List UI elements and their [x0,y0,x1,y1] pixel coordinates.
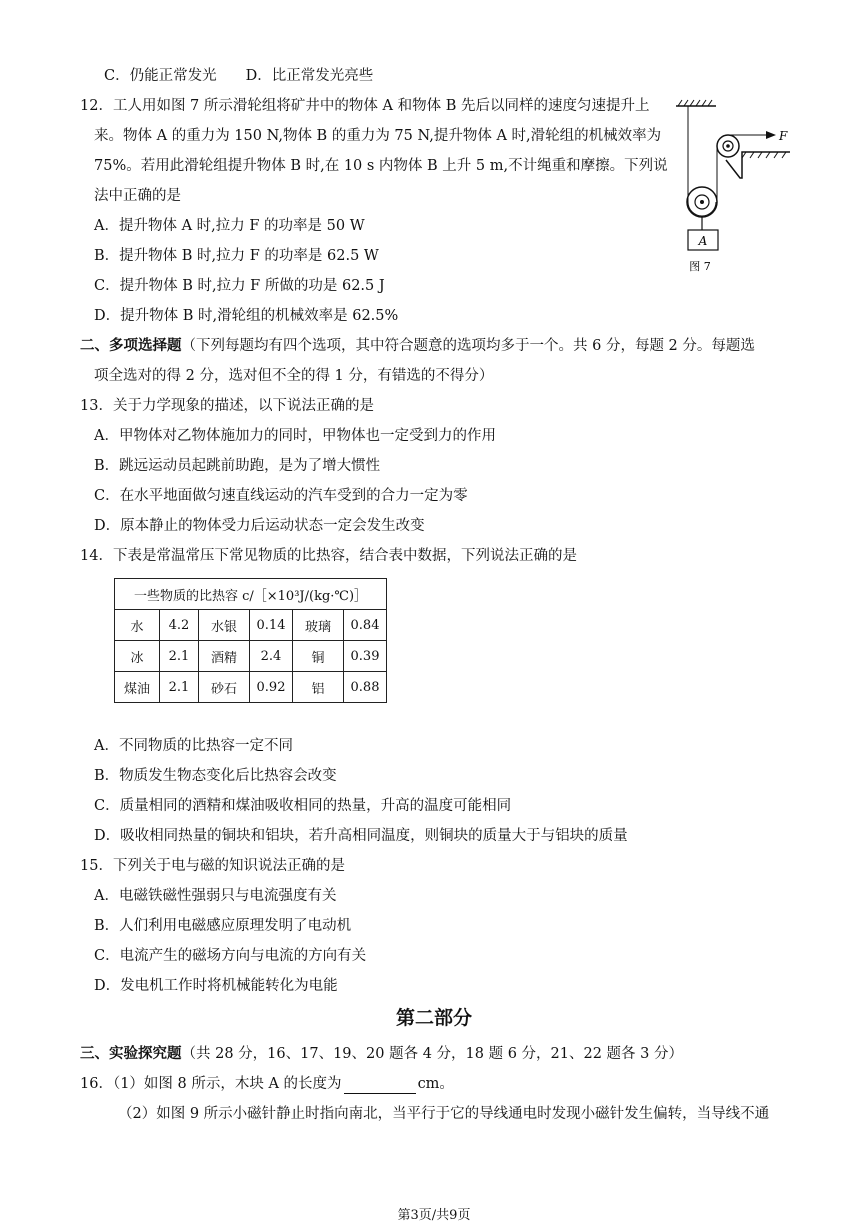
table-cell: 0.88 [344,672,387,703]
q12-stem-line3: 75%。若用此滑轮组提升物体 B 时,在 10 s 内物体 B 上升 5 m,不计绳重和摩擦。下列说 [94,158,668,174]
page-footer: 第3页/共9页 [397,1208,471,1223]
section-3-heading [80,1044,683,1064]
figure-7-block-label: A [698,234,708,248]
section-2-instructions-line2: 项全选对的得 2 分，选对但不全的得 1 分，有错选的不得分） [94,368,494,384]
table-cell: 2.1 [160,672,199,703]
figure-7-caption: 图 7 [689,260,711,273]
figure-7-force-label: F [779,129,788,143]
section-2-heading [80,336,755,356]
figure-7-pulley-diagram [668,94,798,280]
table-cell: 水银 [199,610,250,641]
table-row [115,610,387,641]
q16-part1 [80,1074,454,1094]
q15-option-a: A．电磁铁磁性强弱只与电流强度有关 [94,888,337,904]
q12-stem-line2: 来。物体 A 的重力为 150 N,物体 B 的重力为 75 N,提升物体 A 时,滑轮组的机械效率为 [94,128,662,144]
q13-option-c: C．在水平地面做匀速直线运动的汽车受到的合力一定为零 [94,488,468,504]
q16-part1-text: 16．（1）如图 8 所示，木块 A 的长度为 [80,1076,342,1092]
table-cell: 2.1 [160,641,199,672]
q14-stem: 14．下表是常温常压下常见物质的比热容，结合表中数据，下列说法正确的是 [80,548,577,564]
table-cell: 铜 [293,641,344,672]
q14-option-d: D．吸收相同热量的铜块和铝块，若升高相同温度，则铜块的质量大于与铝块的质量 [94,828,628,844]
specific-heat-table [114,578,387,703]
section-2-instructions-line1: （下列每题均有四个选项，其中符合题意的选项均多于一个。共 6 分，每题 2 分。每题选 [181,338,755,354]
table-header-row [115,579,387,610]
table-cell: 0.14 [250,610,293,641]
q15-option-c: C．电流产生的磁场方向与电流的方向有关 [94,948,367,964]
q12-stem-line1: 12．工人用如图 7 所示滑轮组将矿井中的物体 A 和物体 B 先后以同样的速度匀速提升上 [80,98,650,114]
q12-option-c: C．提升物体 B 时,拉力 F 所做的功是 62.5 J [94,278,385,294]
q11-options-cd: C．仍能正常发光 D．比正常发光亮些 [104,68,374,84]
q12-option-a: A．提升物体 A 时,拉力 F 的功率是 50 W [94,218,365,234]
table-cell: 0.92 [250,672,293,703]
q14-option-a: A．不同物质的比热容一定不同 [94,738,293,754]
part-2-title: 第二部分 [395,1007,472,1029]
answer-blank[interactable] [344,1078,416,1094]
section-3-title: 三、实验探究题 [80,1045,182,1062]
q13-option-b: B．跳远运动员起跳前助跑，是为了增大惯性 [94,458,381,474]
q16-part2: （2）如图 9 所示小磁针静止时指向南北，当平行于它的导线通电时发现小磁针发生偏转，当导线不通 [118,1106,770,1122]
q13-stem: 13．关于力学现象的描述，以下说法正确的是 [80,398,374,414]
table-cell: 铝 [293,672,344,703]
table-cell: 冰 [115,641,160,672]
table-row [115,641,387,672]
table-cell: 水 [115,610,160,641]
table-cell: 4.2 [160,610,199,641]
table-cell: 2.4 [250,641,293,672]
table-cell: 酒精 [199,641,250,672]
section-2-title: 二、多项选择题 [80,337,182,354]
q12-stem-line4: 法中正确的是 [94,188,181,204]
table-cell: 砂石 [199,672,250,703]
q12-option-b: B．提升物体 B 时,拉力 F 的功率是 62.5 W [94,248,379,264]
table-cell: 玻璃 [293,610,344,641]
q15-option-d: D．发电机工作时将机械能转化为电能 [94,978,338,994]
table-header: 一些物质的比热容 c/［×10³J/(kg·℃)］ [115,579,387,610]
q15-stem: 15．下列关于电与磁的知识说法正确的是 [80,858,345,874]
q13-option-d: D．原本静止的物体受力后运动状态一定会发生改变 [94,518,425,534]
table-cell: 煤油 [115,672,160,703]
q14-option-b: B．物质发生物态变化后比热容会改变 [94,768,337,784]
q14-option-c: C．质量相同的酒精和煤油吸收相同的热量，升高的温度可能相同 [94,798,512,814]
q15-option-b: B．人们利用电磁感应原理发明了电动机 [94,918,352,934]
q13-option-a: A．甲物体对乙物体施加力的同时，甲物体也一定受到力的作用 [94,428,496,444]
table-row [115,672,387,703]
q12-option-d: D．提升物体 B 时,滑轮组的机械效率是 62.5% [94,308,399,324]
q16-part1-unit: cm。 [417,1076,454,1092]
table-cell: 0.84 [344,610,387,641]
section-3-instructions: （共 28 分，16、17、19、20 题各 4 分，18 题 6 分，21、22 题各 3 分） [181,1046,683,1062]
table-cell: 0.39 [344,641,387,672]
